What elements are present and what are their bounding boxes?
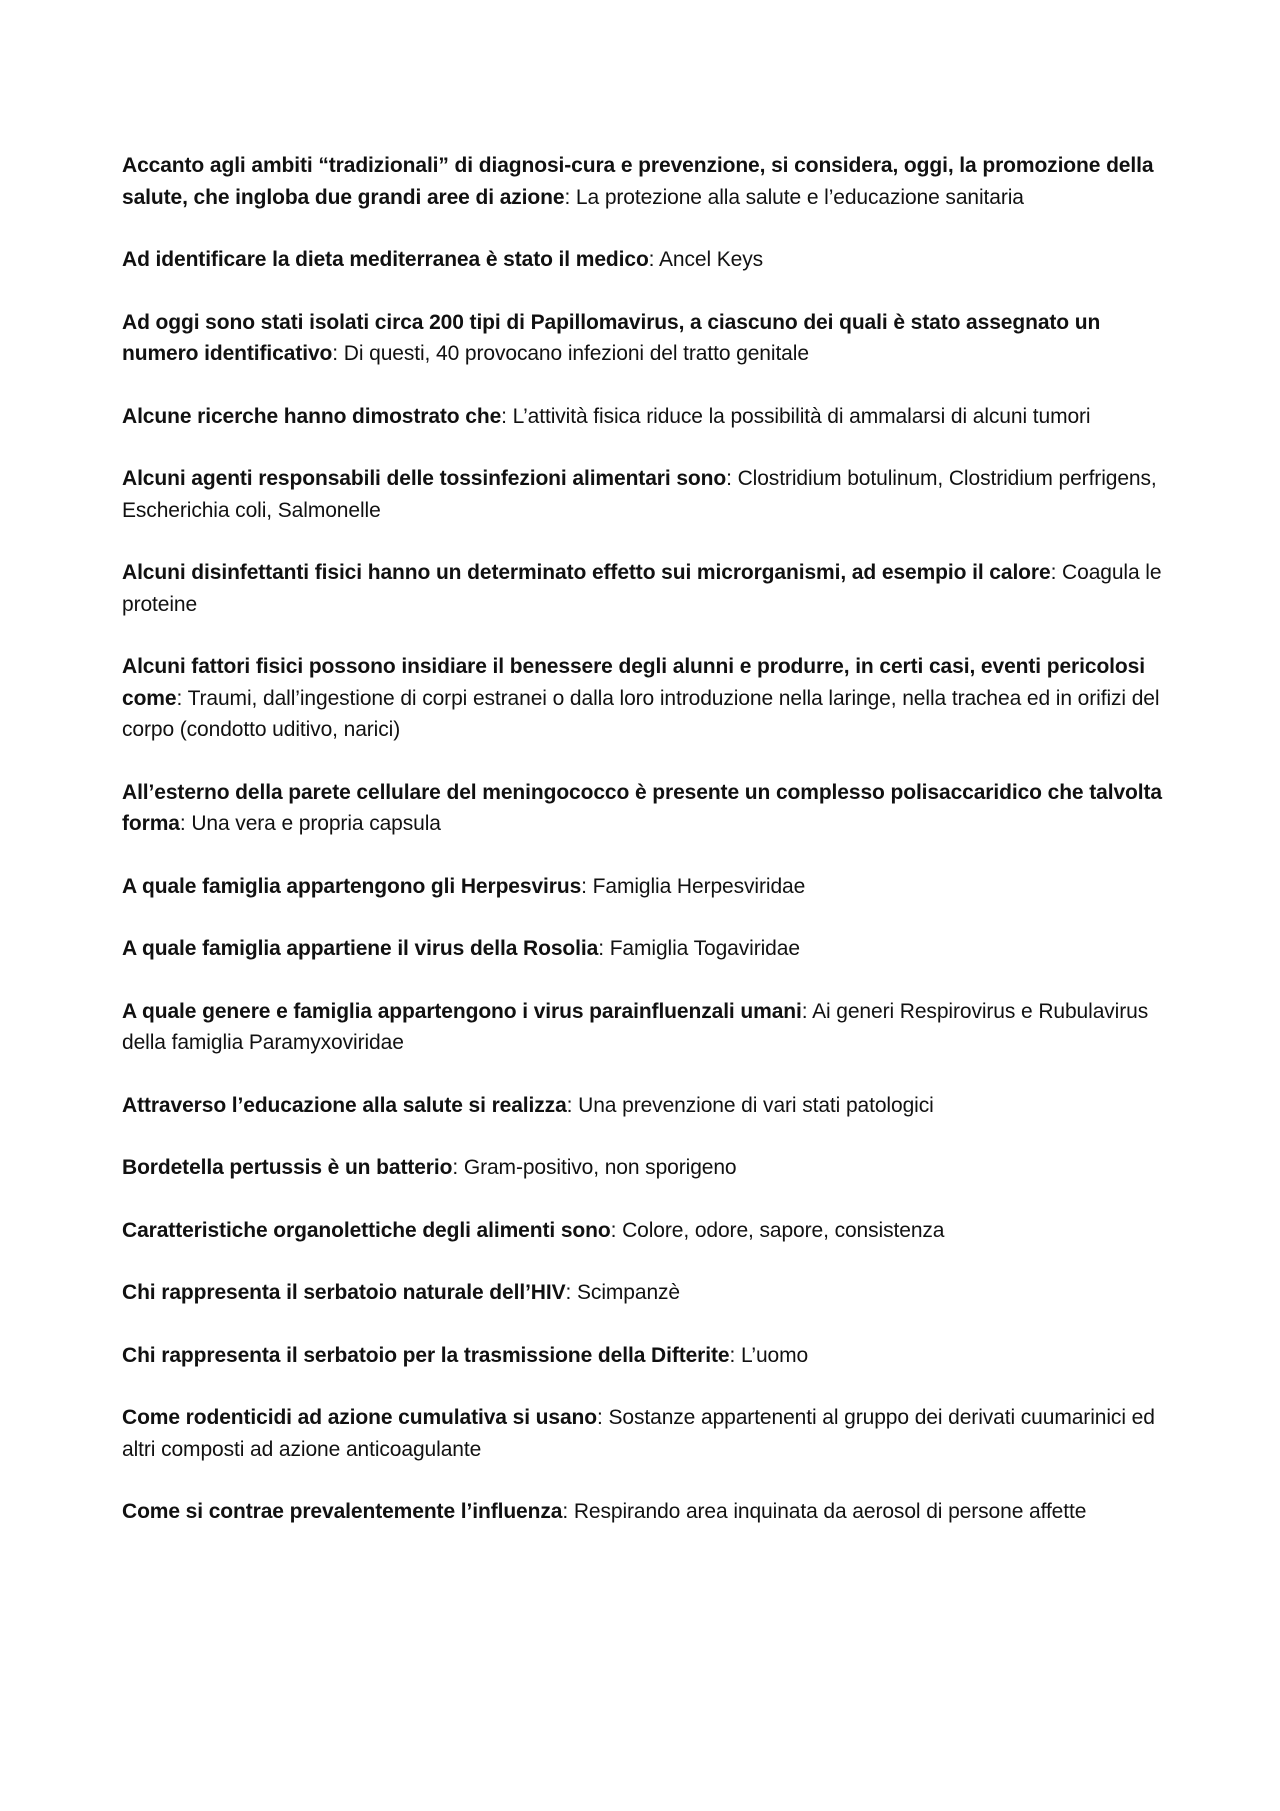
question-text: Alcune ricerche hanno dimostrato che xyxy=(122,404,502,428)
question-text: All’esterno della parete cellulare del meningococco è presente un complesso polisaccaridico che talvolta forma xyxy=(122,780,1162,835)
qa-entry xyxy=(122,1090,1172,1122)
question-text: Alcuni fattori fisici possono insidiare il benessere degli alunni e produrre, in certi casi, eventi pericolosi come xyxy=(122,655,1145,710)
question-text: Caratteristiche organolettiche degli alimenti sono xyxy=(122,1218,611,1242)
separator: : xyxy=(726,467,738,490)
question-text: Ad oggi sono stati isolati circa 200 tipi di Papillomavirus, a ciascuno dei quali è stato assegnato un numero identificativo xyxy=(122,310,1101,365)
question-text: Chi rappresenta il serbatoio per la trasmissione della Difterite xyxy=(122,1343,730,1367)
question-text: A quale famiglia appartiene il virus della Rosolia xyxy=(122,937,599,960)
document-page xyxy=(122,150,1172,1559)
separator: : xyxy=(179,812,192,835)
answer-text: Traumi, dall’ingestione di corpi estranei o dalla loro introduzione nella laringe, nella trachea ed in orifizi del corpo (condotto uditivo, narici) xyxy=(122,686,1160,741)
qa-entry xyxy=(122,777,1172,840)
qa-entry xyxy=(122,557,1172,620)
qa-entry xyxy=(122,996,1172,1059)
answer-text: L’attività fisica riduce la possibilità di ammalarsi di alcuni tumori xyxy=(512,404,1091,428)
separator: : xyxy=(581,874,593,898)
answer-text: Una vera e propria capsula xyxy=(191,812,441,835)
question-text: Come si contrae prevalentemente l’influenza xyxy=(122,1500,563,1523)
question-text: Ad identificare la dieta mediterranea è stato il medico xyxy=(122,248,649,271)
separator: : xyxy=(801,999,813,1023)
question-text: Come rodenticidi ad azione cumulativa si usano xyxy=(122,1406,598,1429)
answer-text: Sostanze appartenenti al gruppo dei derivati cuumarinici ed altri composti ad azione anticoagulante xyxy=(122,1406,1155,1461)
answer-text: Respirando area inquinata da aerosol di persone affette xyxy=(573,1500,1087,1523)
answer-text: Clostridium botulinum, Clostridium perfrigens, Escherichia coli, Salmonelle xyxy=(122,467,1157,522)
separator: : xyxy=(562,1500,574,1523)
answer-text: Colore, odore, sapore, consistenza xyxy=(622,1218,945,1242)
separator: : xyxy=(1050,561,1063,584)
answer-text: L’uomo xyxy=(740,1343,809,1367)
question-text: Accanto agli ambiti “tradizionali” di diagnosi-cura e prevenzione, si considera, oggi, la promozione della salute, che ingloba due grandi aree di azione xyxy=(122,154,1154,209)
qa-entry xyxy=(122,1277,1172,1309)
qa-entry xyxy=(122,150,1172,213)
qa-entry xyxy=(122,401,1172,433)
separator: : xyxy=(501,404,513,428)
separator: : xyxy=(729,1343,741,1367)
answer-text: Ancel Keys xyxy=(658,248,764,271)
separator: : xyxy=(610,1218,623,1242)
separator: : xyxy=(565,1281,578,1304)
question-text: A quale genere e famiglia appartengono i virus parainfluenzali umani xyxy=(122,999,802,1023)
separator: : xyxy=(176,686,188,710)
answer-text: Famiglia Togaviridae xyxy=(609,937,800,960)
question-text: Alcuni agenti responsabili delle tossinfezioni alimentari sono xyxy=(122,467,727,490)
qa-entry xyxy=(122,244,1172,276)
qa-entry xyxy=(122,1496,1172,1528)
qa-entry xyxy=(122,463,1172,526)
question-text: Bordetella pertussis è un batterio xyxy=(122,1156,453,1179)
qa-entry xyxy=(122,1402,1172,1465)
question-text: Chi rappresenta il serbatoio naturale dell’HIV xyxy=(122,1281,566,1304)
answer-text: Scimpanzè xyxy=(577,1281,680,1304)
question-text: Alcuni disinfettanti fisici hanno un determinato effetto sui microrganismi, ad esempio il calore xyxy=(122,561,1051,584)
question-text: Attraverso l’educazione alla salute si realizza xyxy=(122,1093,567,1117)
qa-entry xyxy=(122,933,1172,965)
separator: : xyxy=(452,1156,464,1179)
qa-entry xyxy=(122,1215,1172,1247)
answer-text: Di questi, 40 provocano infezioni del tratto genitale xyxy=(343,342,809,365)
answer-text: Ai generi Respirovirus e Rubulavirus della famiglia Paramyxoviridae xyxy=(122,999,1149,1054)
separator: : xyxy=(332,342,344,365)
qa-entry xyxy=(122,651,1172,746)
answer-text: Una prevenzione di vari stati patologici xyxy=(578,1093,934,1117)
qa-entry xyxy=(122,871,1172,903)
qa-entry xyxy=(122,1340,1172,1372)
question-text: A quale famiglia appartengono gli Herpesvirus xyxy=(122,874,582,898)
separator: : xyxy=(564,185,576,209)
answer-text: Gram-positivo, non sporigeno xyxy=(463,1156,737,1179)
qa-entry xyxy=(122,1152,1172,1184)
separator: : xyxy=(648,248,659,271)
answer-text: Coagula le proteine xyxy=(122,561,1162,616)
qa-entry xyxy=(122,307,1172,370)
separator: : xyxy=(566,1093,579,1117)
separator: : xyxy=(598,937,610,960)
answer-text: Famiglia Herpesviridae xyxy=(592,874,806,898)
answer-text: La protezione alla salute e l’educazione sanitaria xyxy=(575,185,1024,209)
separator: : xyxy=(597,1406,609,1429)
